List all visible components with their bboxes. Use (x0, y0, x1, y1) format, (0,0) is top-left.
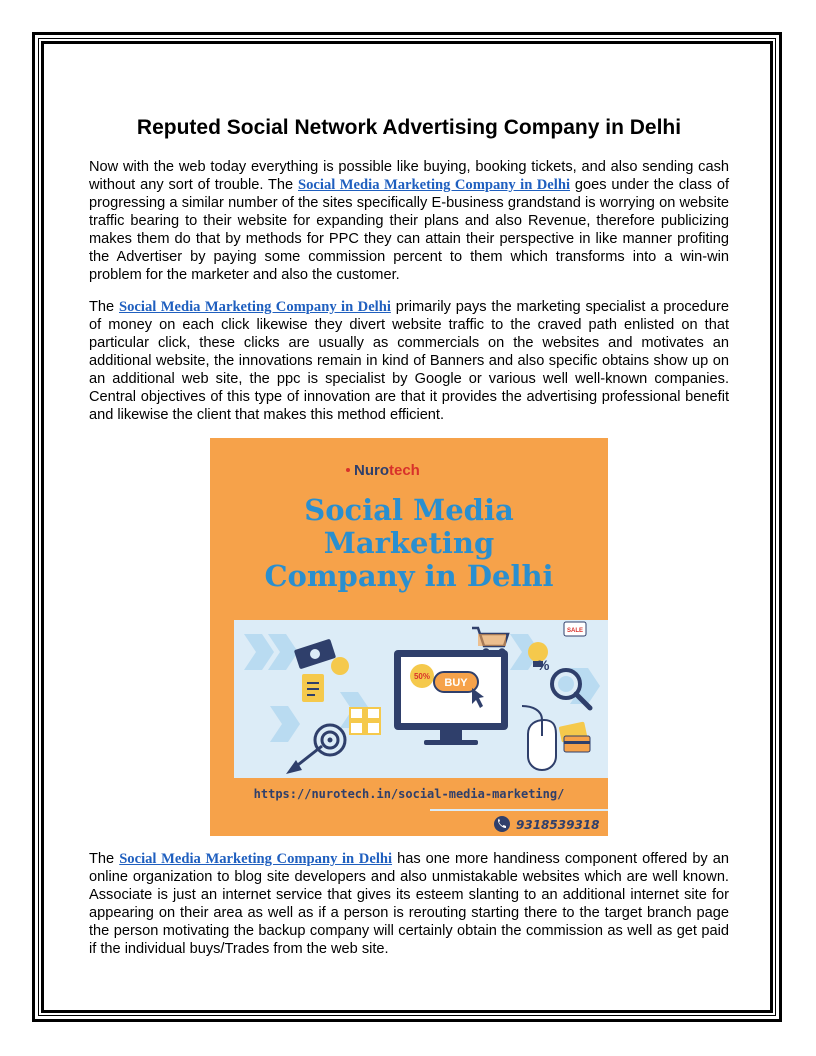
banner-url: https://nurotech.in/social-media-marketing/ (253, 787, 565, 801)
paragraph-2-text-before: The (89, 299, 119, 315)
logo-text-tech: tech (389, 462, 420, 479)
paragraph-1-text-after: goes under the class of progressing a similar number of the sites specifically E-business grandstand is worrying on website traffic bearing to their website for expanding their plans and also Revenue, therefore publicizing makes them do that by methods for PPC they can attain their perspective in like manner profiting the Advertiser by paying some commission percent to them which transforms into a win-win problem for the marketer and also the customer. (89, 177, 730, 283)
paragraph-3-text-before: The (89, 851, 120, 867)
document-body (89, 116, 729, 958)
banner-headline-line-2: Marketing (323, 526, 495, 560)
svg-text:Nurotech (354, 462, 420, 479)
paragraph-1-text-before: Now with the web today everything is possible like buying, booking tickets, and also sending cash without any sort of trouble. The (89, 159, 729, 193)
paragraph-2-text-after: primarily pays the marketing specialist a procedure of money on each click likewise they divert website traffic to the craved path enlisted on that particular click, these clicks are usually as commercials on the websites and motivates an additional website, the innovations remain in kind of Banners and also specific obtains show up on an additional web site, the ppc is specialist by Google or various well well-known companies. Central objectives of this type of innovation are that it provides the advertising professional benefit and likewise the client that makes this method efficient. (89, 299, 730, 423)
logo-dot-icon (346, 468, 350, 472)
social-media-company-link[interactable]: Social Media Marketing Company in Delhi (119, 851, 393, 867)
sale-tag-icon (564, 622, 586, 636)
gift-box-icon (350, 708, 380, 734)
paragraph-3-text-after: has one more handiness component offered by an online organization to blog site developers and also unmistakable websites which are well known. Associate is just an internet service that gives its esteem slanting to an additional internet site for appearing on their area as well as if a person is rerouting starting there to the target branch page the person motivating the backup company will certainly obtain the commission as well as get paid if the individual buys/Trades from the web site. (89, 851, 729, 957)
phone-icon (494, 816, 510, 832)
social-media-company-link[interactable]: Social Media Marketing Company in Delhi (119, 299, 391, 315)
coin-icon (331, 657, 349, 675)
banner-headline-line-1: Social Media (304, 493, 514, 527)
paragraph-2 (89, 298, 729, 424)
social-media-company-link[interactable]: Social Media Marketing Company in Delhi (298, 177, 571, 193)
clipboard-icon (302, 674, 324, 702)
buy-label: BUY (444, 677, 468, 689)
sale-label: SALE (566, 628, 584, 634)
nurotech-logo (346, 462, 420, 479)
banner-image (210, 438, 608, 836)
discount-label: 50% (413, 672, 431, 681)
banner-headline-line-3: Company in Delhi (264, 559, 554, 593)
paragraph-1 (89, 158, 729, 284)
percent-symbol: % (537, 657, 550, 673)
document-title: Reputed Social Network Advertising Company in Delhi (136, 116, 682, 139)
paragraph-3 (89, 850, 729, 958)
banner-phone: 9318539318 (516, 818, 600, 832)
logo-text-nuro: Nuro (354, 462, 389, 479)
